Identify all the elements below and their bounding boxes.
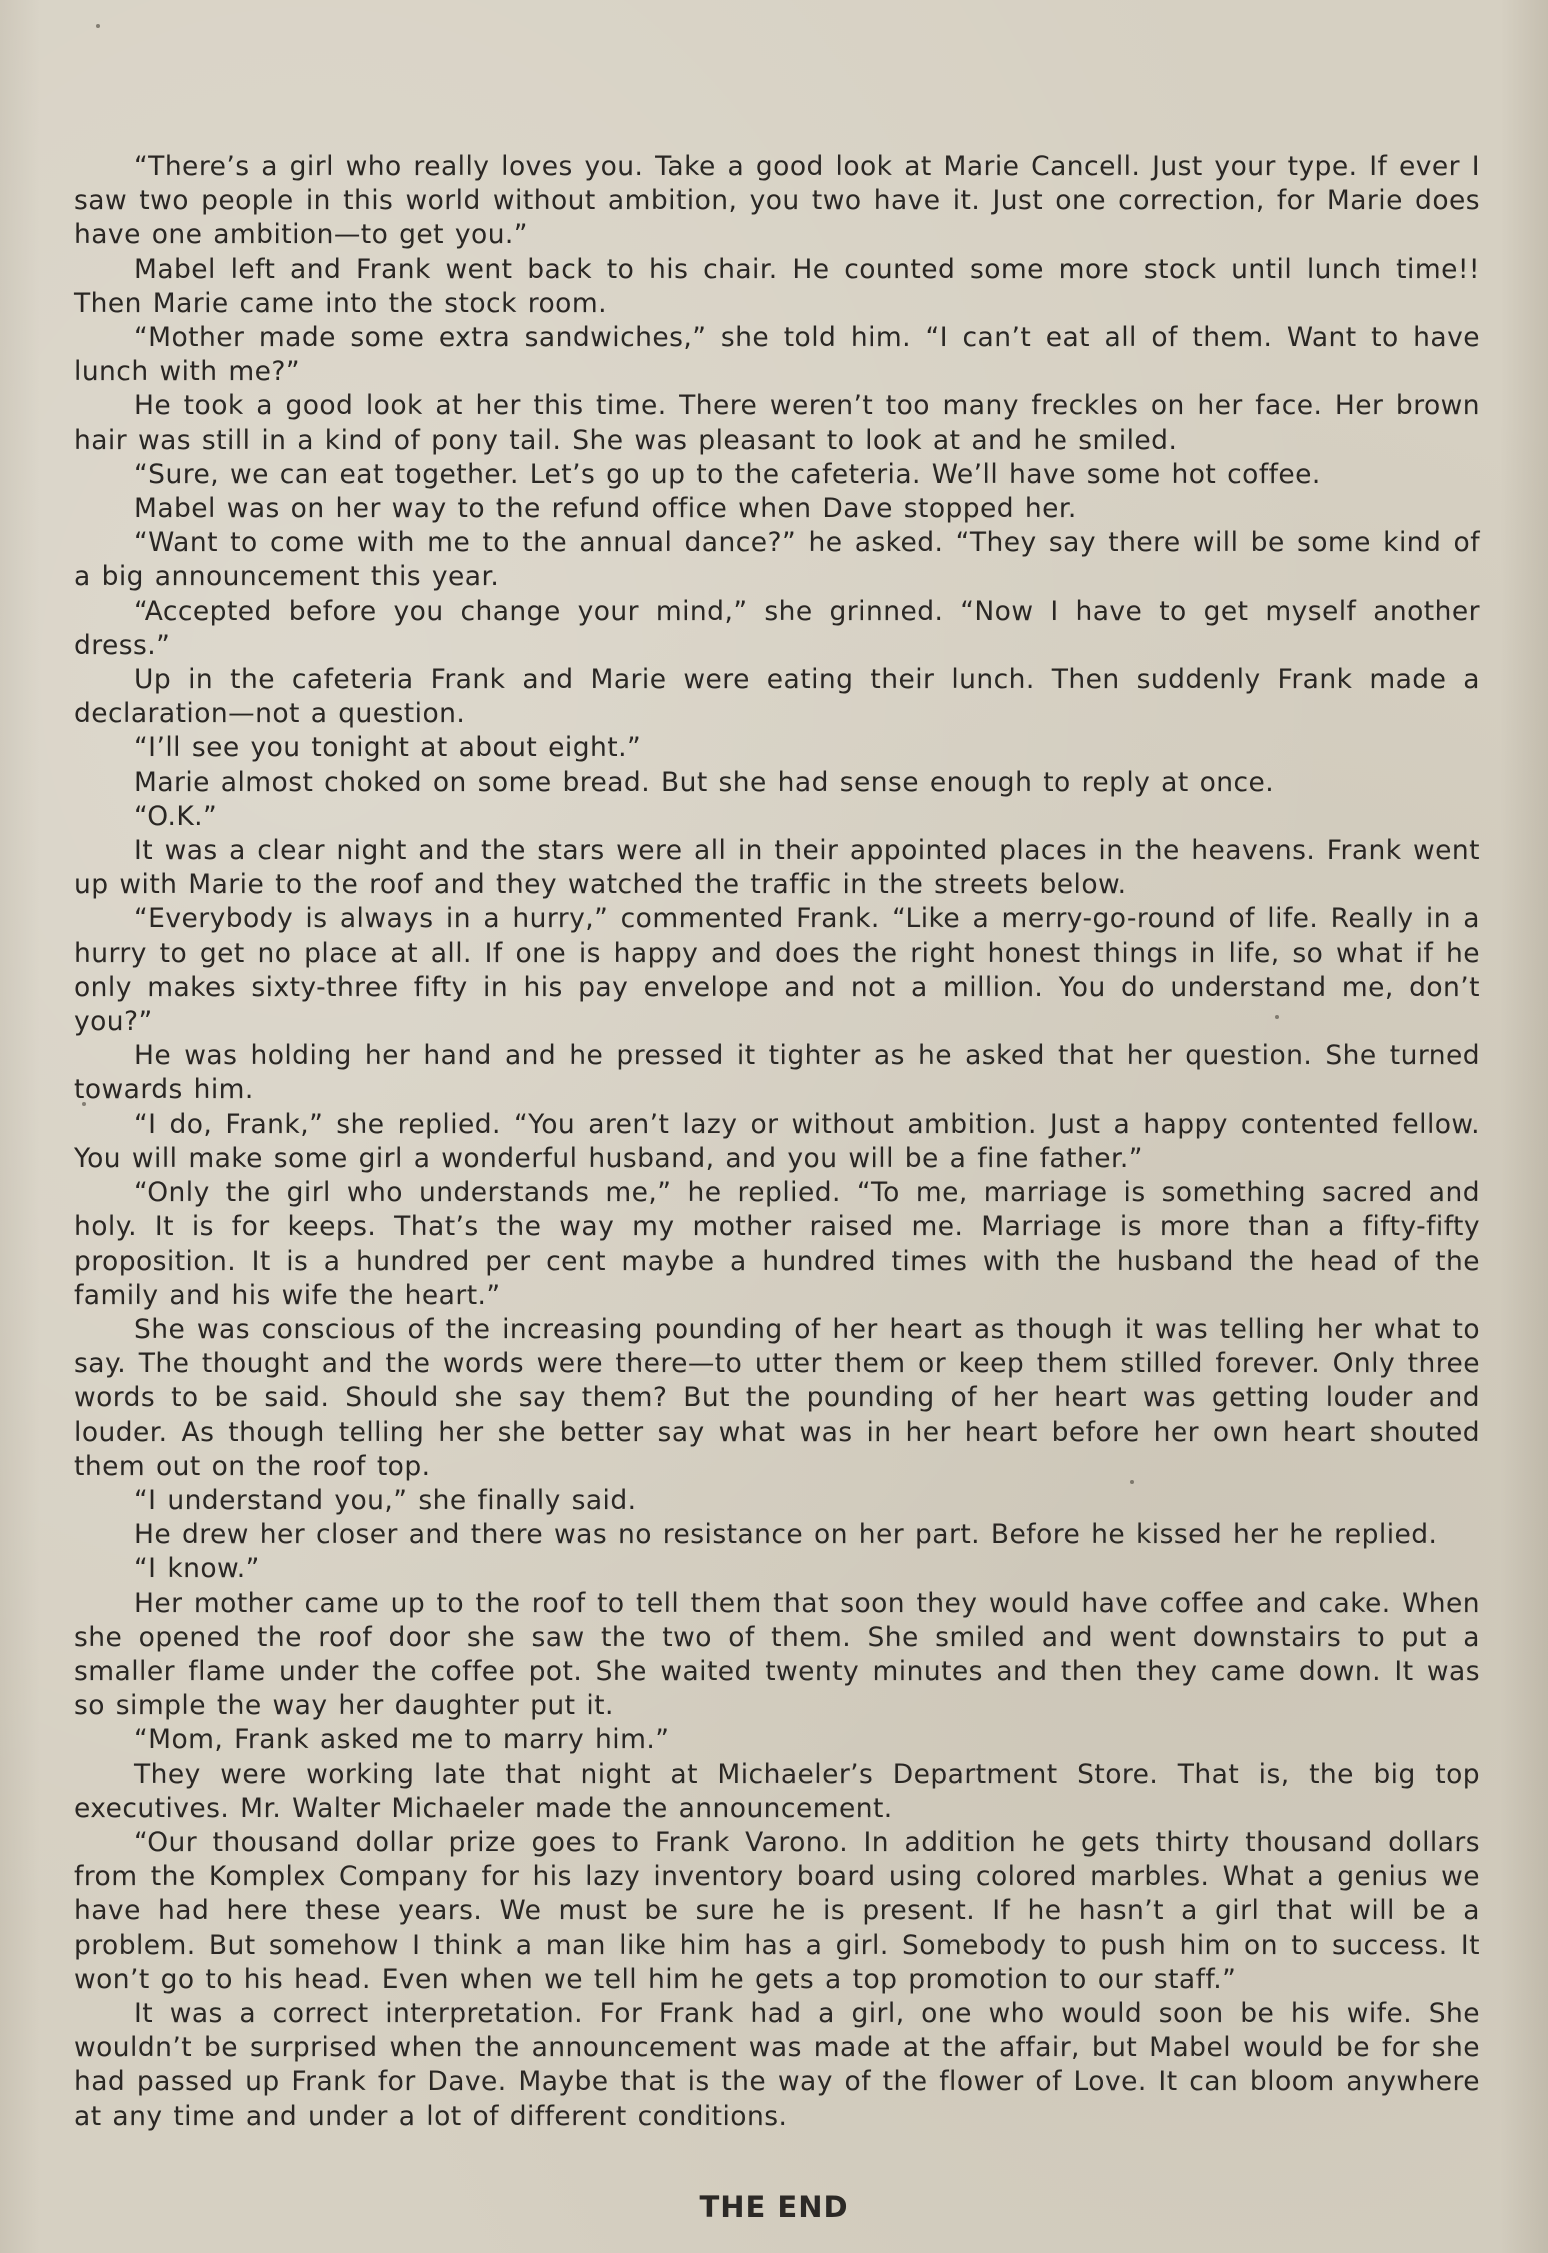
story-paragraph: “Mother made some extra sandwiches,” she told him. “I can’t eat all of them. Want to have lunch with me?” xyxy=(74,322,1480,388)
story-paragraph: “Mom, Frank asked me to marry him.” xyxy=(134,1724,670,1756)
story-paragraph: Marie almost choked on some bread. But she had sense enough to reply at once. xyxy=(134,766,1275,798)
story-paragraph: “Sure, we can eat together. Let’s go up to the cafeteria. We’ll have some hot coffee. xyxy=(134,458,1321,490)
story-paragraph: Mabel was on her way to the refund office when Dave stopped her. xyxy=(134,493,1077,525)
story-paragraph: “Our thousand dollar prize goes to Frank Varono. In addition he gets thirty thousand dollars from the Komplex Company for his lazy inventory board using colored marbles. What a genius we have had here these years. We must be sure he is present. If he hasn’t a girl that will be a problem. But somehow I think a man like him has a girl. Somebody to push him on to success. It won’t go to his head. Even when we tell him he gets a top promotion to our staff.” xyxy=(74,1826,1480,1995)
story-paragraph: They were working late that night at Michaeler’s Department Store. That is, the big top executives. Mr. Walter Michaeler made the announcement. xyxy=(74,1758,1480,1824)
story-text xyxy=(74,150,1480,2134)
story-paragraph: He took a good look at her this time. There weren’t too many freckles on her face. Her brown hair was still in a kind of pony tail. She was pleasant to look at and he smiled. xyxy=(74,390,1480,456)
story-paragraph: Mabel left and Frank went back to his chair. He counted some more stock until lunch time!! Then Marie came into the stock room. xyxy=(74,253,1480,319)
story-paragraph: It was a clear night and the stars were all in their appointed places in the heavens. Frank went up with Marie to the roof and they watched the traffic in the streets below. xyxy=(74,835,1480,901)
story-paragraph: “I’ll see you tonight at about eight.” xyxy=(134,732,642,764)
story-paragraph: He drew her closer and there was no resistance on her part. Before he kissed her he replied. xyxy=(134,1519,1438,1551)
the-end-footer: THE END xyxy=(699,2190,849,2224)
story-paragraph: He was holding her hand and he pressed it tighter as he asked that her question. She turned towards him. xyxy=(74,1040,1480,1106)
story-paragraph: She was conscious of the increasing pounding of her heart as though it was telling her what to say. The thought and the words were there—to utter them or keep them stilled forever. Only three words to be said. Should she say them? But the pounding of her heart was getting louder and louder. As though telling her she better say what was in her heart before her own heart shouted them out on the roof top. xyxy=(74,1313,1480,1482)
story-paragraph: “I understand you,” she finally said. xyxy=(134,1484,637,1516)
story-paragraph: “I do, Frank,” she replied. “You aren’t lazy or without ambition. Just a happy contented fellow. You will make some girl a wonderful husband, and you will be a fine father.” xyxy=(74,1108,1480,1174)
story-paragraph: “Everybody is always in a hurry,” commented Frank. “Like a merry-go-round of life. Really in a hurry to get no place at all. If one is happy and does the right honest things in life, so what if he only makes sixty-three fifty in his pay envelope and not a million. You do understand me, don’t you?” xyxy=(74,903,1480,1038)
story-paragraph: “Accepted before you change your mind,” she grinned. “Now I have to get myself another dress.” xyxy=(74,595,1480,661)
story-paragraph: “Want to come with me to the annual dance?” he asked. “They say there will be some kind of a big announcement this year. xyxy=(74,527,1480,593)
story-paragraph: Up in the cafeteria Frank and Marie were eating their lunch. Then suddenly Frank made a declaration—not a question. xyxy=(74,664,1480,730)
story-paragraph: “Only the girl who understands me,” he replied. “To me, marriage is something sacred and holy. It is for keeps. That’s the way my mother raised me. Marriage is more than a fifty-fifty proposition. It is a hundred per cent maybe a hundred times with the husband the head of the family and his wife the heart.” xyxy=(74,1177,1480,1311)
story-paragraph: Her mother came up to the roof to tell them that soon they would have coffee and cake. When she opened the roof door she saw the two of them. She smiled and went downstairs to put a smaller flame under the coffee pot. She waited twenty minutes and then they came down. It was so simple the way her daughter put it. xyxy=(74,1587,1480,1722)
story-paragraph: It was a correct interpretation. For Frank had a girl, one who would soon be his wife. She wouldn’t be surprised when the announcement was made at the affair, but Mabel would be for she had passed up Frank for Dave. Maybe that is the way of the flower of Love. It can bloom anywhere at any time and under a lot of different conditions. xyxy=(74,1997,1480,2132)
story-paragraph: “I know.” xyxy=(134,1553,260,1585)
print-speck xyxy=(96,24,100,28)
story-paragraph: “There’s a girl who really loves you. Take a good look at Marie Cancell. Just your type. If ever I saw two people in this world without ambition, you two have it. Just one correction, for Marie does have one ambition—to get you.” xyxy=(74,151,1480,251)
story-paragraph: “O.K.” xyxy=(134,800,218,832)
